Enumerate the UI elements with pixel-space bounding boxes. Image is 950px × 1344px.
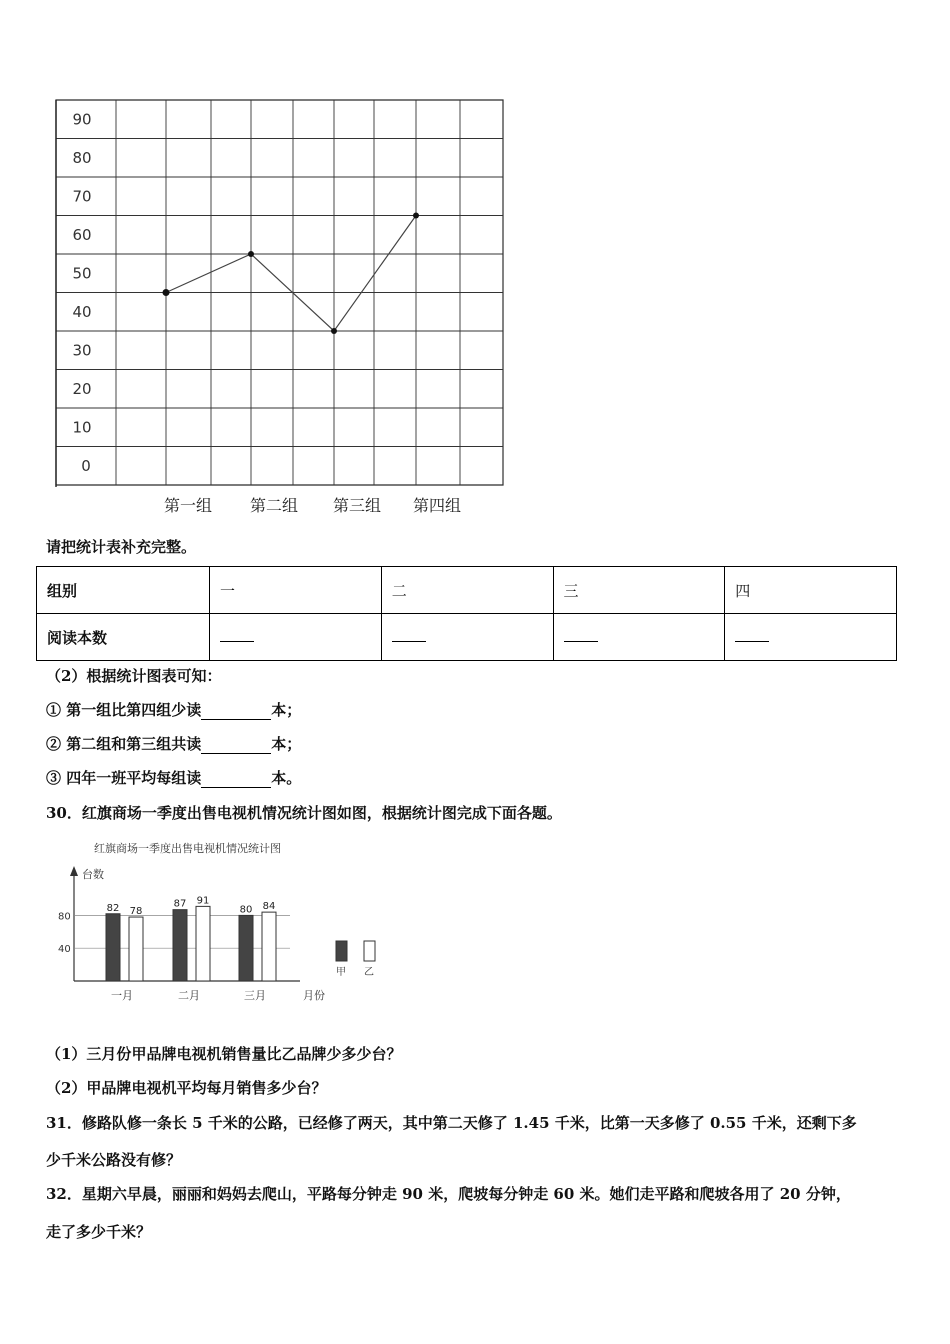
table-header-group: 组别 <box>37 567 210 614</box>
stat-table <box>36 566 897 661</box>
x-axis-label: 月份 <box>303 989 325 1002</box>
y-tick-label: 80 <box>72 148 92 167</box>
bar-chart-axes <box>58 866 325 1002</box>
legend-label: 乙 <box>364 967 374 978</box>
x-tick-label: 三月 <box>244 989 266 1002</box>
part2-item-2-suffix: 本； <box>271 735 302 753</box>
bar <box>196 906 210 981</box>
bar-value-label: 87 <box>173 898 187 910</box>
part2-intro: （2）根据统计图表可知： <box>46 667 222 685</box>
legend-swatch <box>336 941 347 961</box>
x-tick-label: 第三组 <box>332 496 382 515</box>
x-tick-label: 第二组 <box>249 496 299 515</box>
bar-chart-bars <box>106 906 276 981</box>
y-tick-label: 10 <box>72 418 92 437</box>
bar <box>239 915 253 981</box>
answer-blank[interactable] <box>201 701 271 720</box>
y-axis-arrow <box>70 866 78 876</box>
answer-blank[interactable] <box>220 629 254 642</box>
bar-value-label: 80 <box>239 904 253 916</box>
answer-blank[interactable] <box>201 769 271 788</box>
x-tick-label: 第一组 <box>163 496 213 515</box>
table-answer-cell-4[interactable] <box>725 614 897 661</box>
data-point <box>163 289 170 296</box>
x-tick-label: 第四组 <box>412 496 462 515</box>
y-tick-label: 20 <box>72 379 92 398</box>
legend-swatch <box>364 941 375 961</box>
answer-blank[interactable] <box>564 629 598 642</box>
legend-label: 甲 <box>336 967 346 978</box>
table-answer-cell-3[interactable] <box>553 614 725 661</box>
bar <box>106 914 120 981</box>
table-cell-group-3: 三 <box>553 567 725 614</box>
x-tick-label: 一月 <box>111 989 133 1002</box>
line-chart-x-ticks <box>164 496 461 515</box>
table-cell-group-4: 四 <box>725 567 897 614</box>
part2-item-3-prefix: ③ 四年一班平均每组读 <box>46 769 202 787</box>
x-tick-label: 二月 <box>178 989 200 1002</box>
q31-line1: 31．修路队修一条长 5 千米的公路，已经修了两天，其中第二天修了 1.45 千米，比第一天多修了 0.55 千米，还剩下多 <box>46 1114 857 1132</box>
table-cell-group-1: 一 <box>210 567 382 614</box>
bar-value-label: 82 <box>106 902 120 914</box>
q30-text: 30．红旗商场一季度出售电视机情况统计图如图，根据统计图完成下面各题。 <box>46 804 562 822</box>
y-tick-label: 0 <box>81 456 91 475</box>
bar <box>173 910 187 981</box>
series-line <box>166 216 416 332</box>
line-chart-series <box>163 213 420 335</box>
answer-blank[interactable] <box>201 735 271 754</box>
y-tick-label: 90 <box>72 110 92 129</box>
part2-item-2 <box>46 733 301 754</box>
y-tick-label: 70 <box>72 187 92 206</box>
bar-value-label: 78 <box>129 906 143 918</box>
bar-chart-legend <box>336 941 375 978</box>
answer-blank[interactable] <box>392 629 426 642</box>
part2-item-3 <box>46 767 301 788</box>
bar-value-label: 84 <box>262 901 276 913</box>
y-tick-label: 30 <box>72 341 92 360</box>
y-tick-label: 80 <box>58 911 71 923</box>
q32-line1: 32．星期六早晨，丽丽和妈妈去爬山，平路每分钟走 90 米，爬坡每分钟走 60 米。她们走平路和爬坡各用了 20 分钟， <box>46 1185 851 1203</box>
q31-line2: 少千米公路没有修？ <box>46 1151 182 1169</box>
bar <box>129 917 143 981</box>
table-header-books: 阅读本数 <box>37 614 210 661</box>
data-point <box>413 213 419 219</box>
data-point <box>248 251 254 257</box>
part2-item-3-suffix: 本。 <box>271 769 302 787</box>
table-answer-cell-1[interactable] <box>210 614 382 661</box>
answer-blank[interactable] <box>735 629 769 642</box>
part2-item-1-prefix: ① 第一组比第四组少读 <box>46 701 202 719</box>
y-tick-label: 40 <box>72 302 92 321</box>
table-row <box>37 614 897 661</box>
q30-sub2: （2）甲品牌电视机平均每月销售多少台？ <box>46 1079 327 1097</box>
line-chart-grid <box>56 100 503 487</box>
part2-item-1 <box>46 699 301 720</box>
table-answer-cell-2[interactable] <box>381 614 553 661</box>
q30-sub1: （1）三月份甲品牌电视机销售量比乙品牌少多少台？ <box>46 1045 402 1063</box>
y-axis-label: 台数 <box>82 868 104 881</box>
bar <box>262 912 276 981</box>
line-chart <box>0 0 950 530</box>
y-tick-label: 40 <box>58 944 71 956</box>
bar-chart-title: 红旗商场一季度出售电视机情况统计图 <box>94 842 281 855</box>
bar-chart <box>0 830 420 1010</box>
y-tick-label: 50 <box>72 264 92 283</box>
data-point <box>331 328 337 334</box>
table-cell-group-2: 二 <box>381 567 553 614</box>
part2-item-1-suffix: 本； <box>271 701 302 719</box>
part2-item-2-prefix: ② 第二组和第三组共读 <box>46 735 202 753</box>
table-row <box>37 567 897 614</box>
bar-value-label: 91 <box>196 895 210 907</box>
q32-line2: 走了多少千米？ <box>46 1223 152 1241</box>
fill-table-prompt: 请把统计表补充完整。 <box>46 538 197 556</box>
y-tick-label: 60 <box>72 225 92 244</box>
